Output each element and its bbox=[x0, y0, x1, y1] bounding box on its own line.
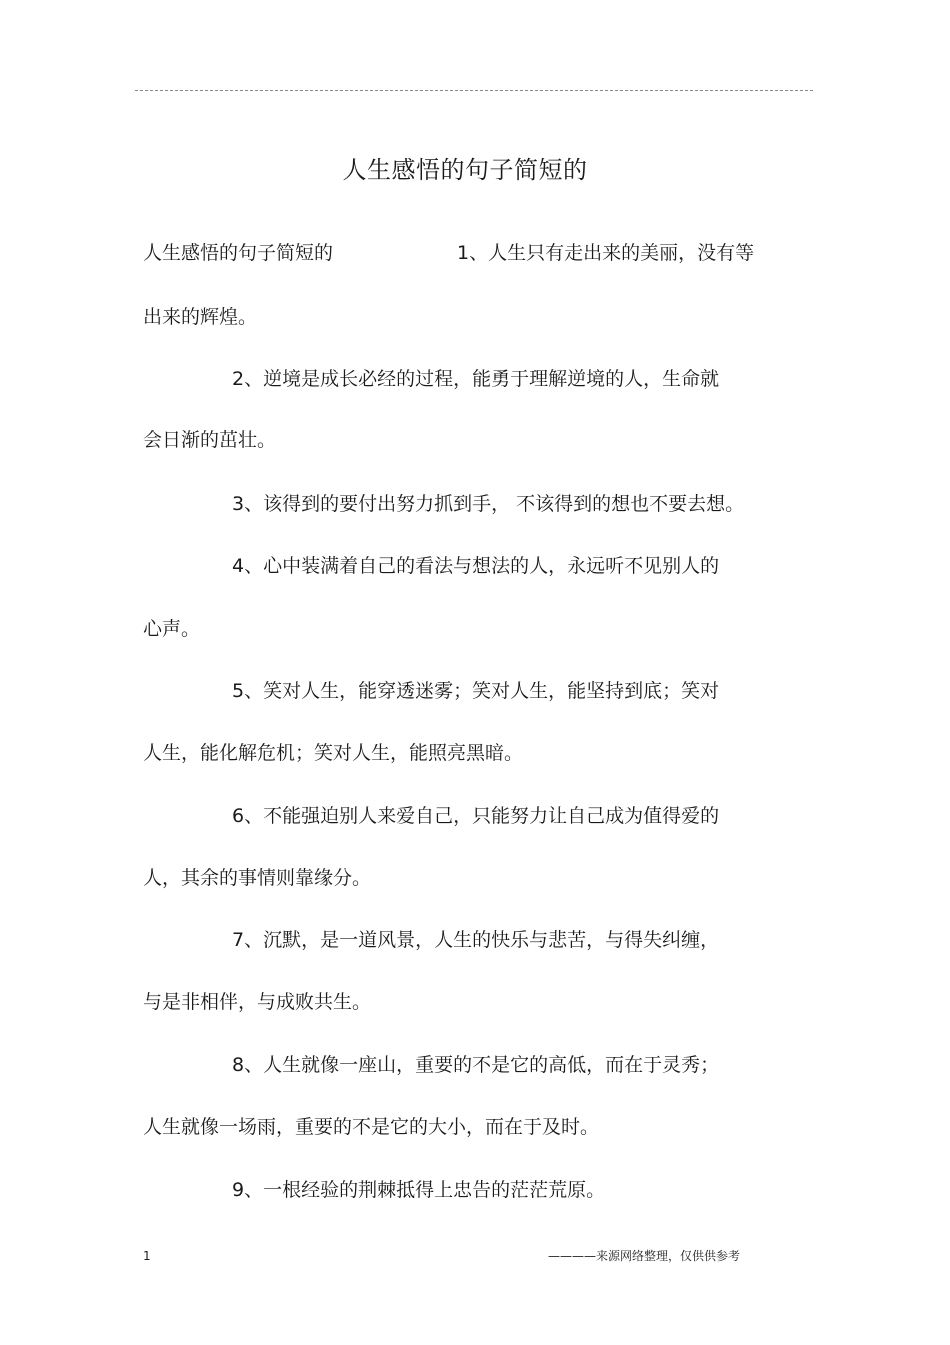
item-7-line-2: 与是非相伴，与成败共生。 bbox=[143, 991, 372, 1013]
item-6-line-2: 人，其余的事情则靠缘分。 bbox=[143, 867, 372, 889]
header-rule bbox=[135, 90, 813, 91]
item-2-line-2: 会日渐的茁壮。 bbox=[143, 429, 277, 451]
intro-label: 人生感悟的句子简短的 bbox=[143, 242, 334, 264]
item-2-line-1: 2、逆境是成长必经的过程，能勇于理解逆境的人，生命就 bbox=[232, 368, 720, 390]
item-6-line-1: 6、不能强迫别人来爱自己，只能努力让自己成为值得爱的 bbox=[232, 805, 720, 827]
page-number: 1 bbox=[143, 1249, 151, 1263]
source-note: ————来源网络整理，仅供供参考 bbox=[548, 1249, 741, 1263]
item-7-line-1: 7、沉默，是一道风景，人生的快乐与悲苦，与得失纠缠， bbox=[232, 929, 720, 951]
item-3-line-1: 3、该得到的要付出努力抓到手， 不该得到的想也不要去想。 bbox=[232, 493, 745, 515]
item-5-line-1: 5、笑对人生，能穿透迷雾；笑对人生，能坚持到底；笑对 bbox=[232, 680, 720, 702]
item-8-line-2: 人生就像一场雨，重要的不是它的大小，而在于及时。 bbox=[143, 1116, 600, 1138]
item-4-line-1: 4、心中装满着自己的看法与想法的人，永远听不见别人的 bbox=[232, 555, 720, 577]
item-1-line-1: 1、人生只有走出来的美丽，没有等 bbox=[457, 242, 755, 264]
item-4-line-2: 心声。 bbox=[143, 618, 201, 640]
item-5-line-2: 人生，能化解危机；笑对人生，能照亮黑暗。 bbox=[143, 742, 524, 764]
item-8-line-1: 8、人生就像一座山，重要的不是它的高低，而在于灵秀； bbox=[232, 1054, 720, 1076]
document-title: 人生感悟的句子简短的 bbox=[342, 156, 588, 184]
item-1-line-2: 出来的辉煌。 bbox=[143, 306, 258, 328]
item-9-line-1: 9、一根经验的荆棘抵得上忠告的茫茫荒原。 bbox=[232, 1179, 606, 1201]
